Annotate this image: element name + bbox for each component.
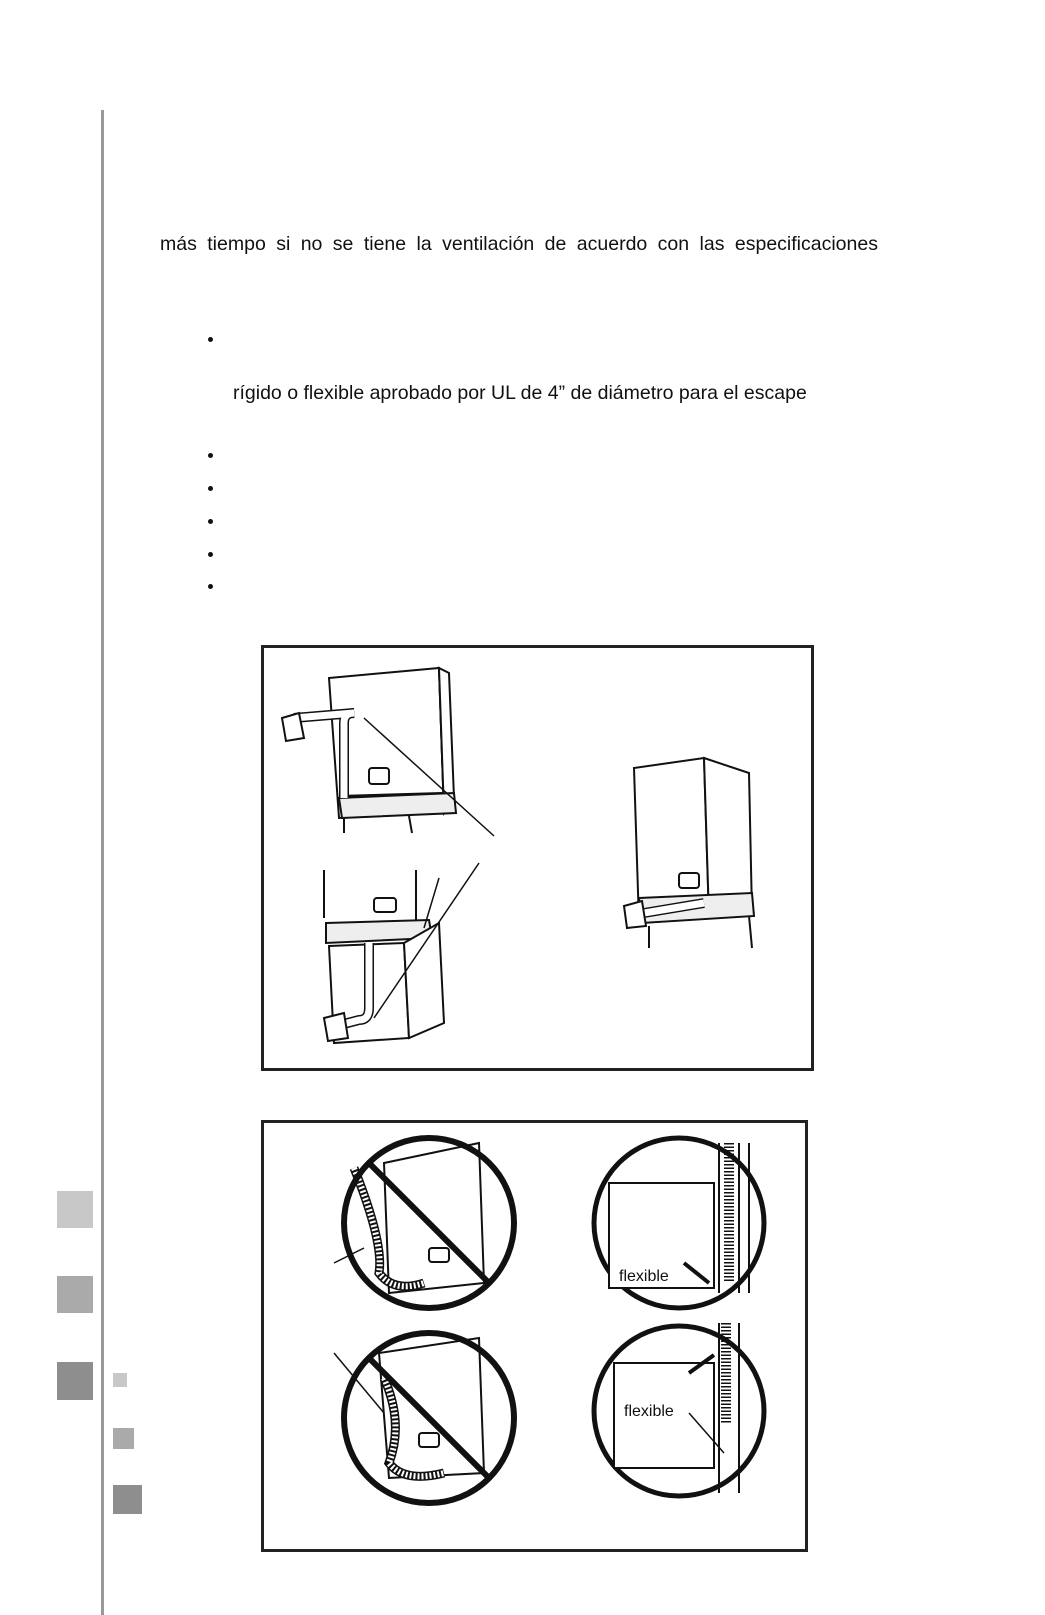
figure-correct-venting bbox=[261, 645, 814, 1071]
index-tab-light bbox=[57, 1191, 93, 1228]
dryer-illustration-c bbox=[624, 758, 754, 948]
flexible-label-top: flexible bbox=[619, 1268, 669, 1285]
prohibited-illustration-1 bbox=[334, 1138, 514, 1308]
bullet-6 bbox=[208, 584, 213, 589]
figure-incorrect-venting bbox=[261, 1120, 808, 1552]
body-text-line: más tiempo si no se tiene la ventilación de acuerdo con las especificaciones bbox=[160, 233, 878, 255]
legend-square-light bbox=[113, 1373, 127, 1387]
bullet-5 bbox=[208, 552, 213, 557]
index-tab-dark bbox=[57, 1362, 93, 1400]
dryer-stacked-illustration-b bbox=[324, 863, 479, 1043]
bullet-4 bbox=[208, 519, 213, 524]
margin-rule bbox=[101, 110, 104, 1615]
bullet-1 bbox=[208, 337, 213, 342]
flexible-vent-illustration-1 bbox=[594, 1138, 764, 1308]
legend-square-dark bbox=[113, 1485, 142, 1514]
bullet-3 bbox=[208, 486, 213, 491]
dryer-stacked-illustration-a bbox=[282, 668, 494, 836]
flexible-vent-illustration-2 bbox=[594, 1323, 764, 1496]
index-tab-mid bbox=[57, 1276, 93, 1313]
flexible-label-bottom: flexible bbox=[624, 1403, 674, 1420]
bullet-2 bbox=[208, 453, 213, 458]
prohibited-illustration-2 bbox=[334, 1333, 514, 1503]
bullet-text-line: rígido o flexible aprobado por UL de 4” de diámetro para el escape bbox=[233, 382, 807, 404]
legend-square-mid bbox=[113, 1428, 134, 1449]
